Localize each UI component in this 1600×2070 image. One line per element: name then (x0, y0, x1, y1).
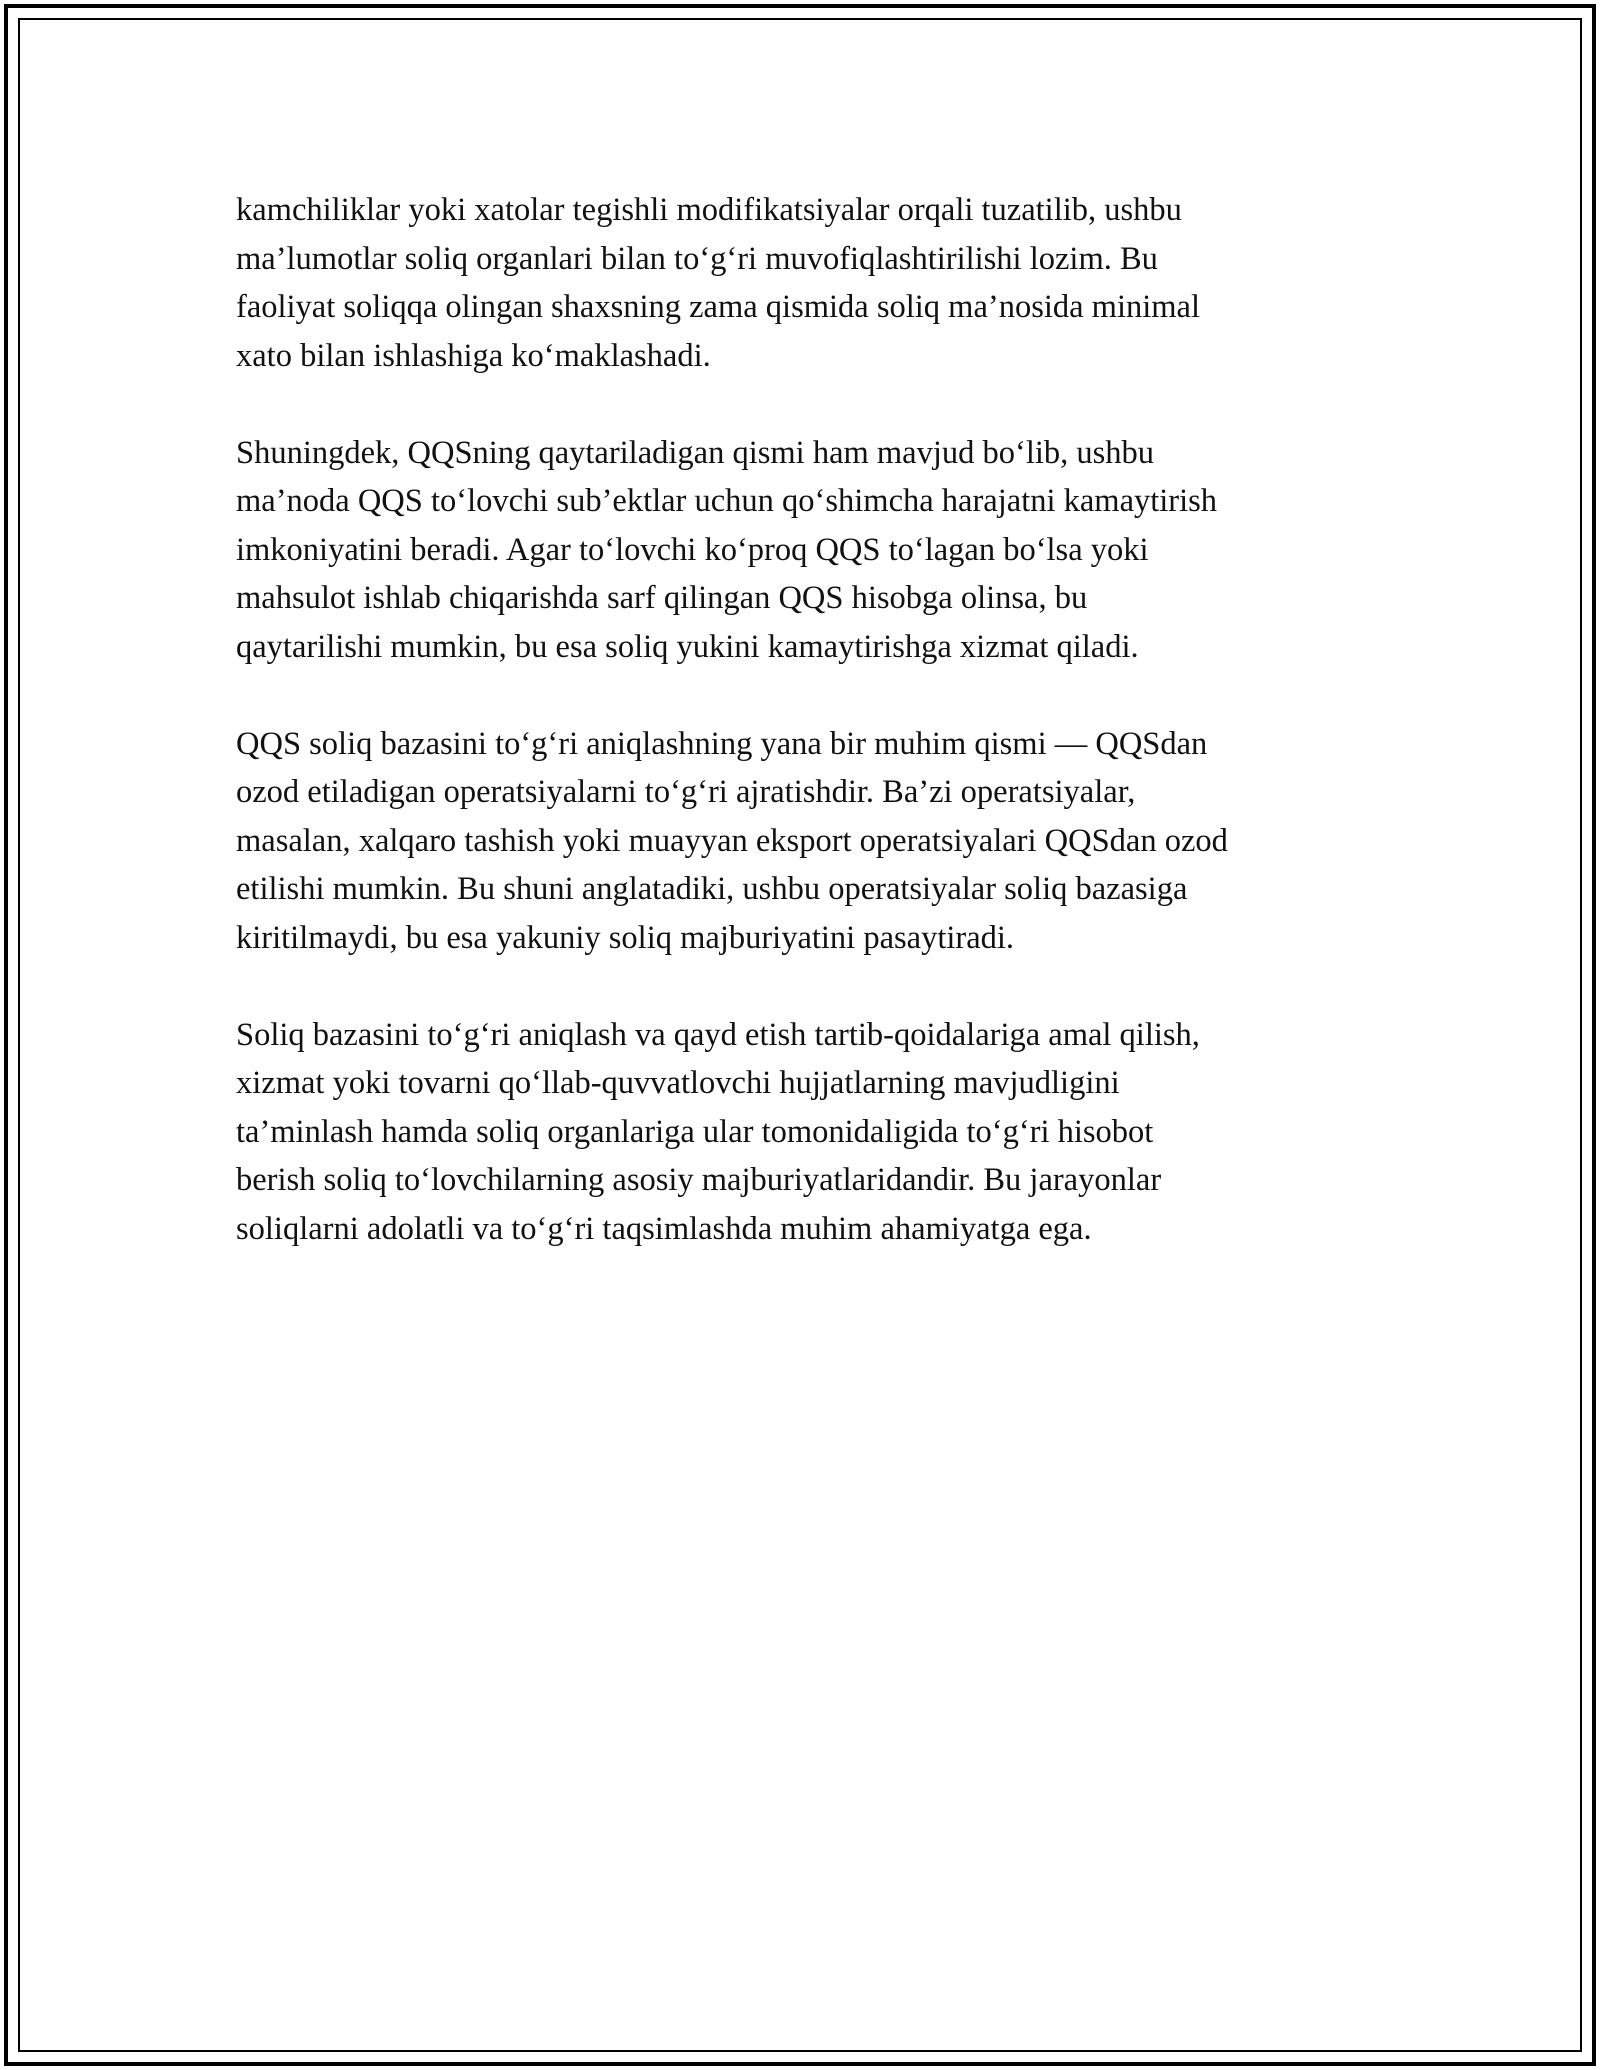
document-body (236, 186, 1364, 1302)
paragraph-3: QQS soliq bazasini to‘g‘ri aniqlashning yana bir muhim qismi — QQSdan ozod etiladigan operatsiyalarni to‘g‘ri ajratishdir. Ba’zi operatsiyalar, masalan, xalqaro tashish yoki muayyan eksport operatsiyalari QQSdan ozod etilishi mumkin. Bu shuni anglatadiki, ushbu operatsiyalar soliq bazasiga kiritilmaydi, bu esa yakuniy soliq majburiyatini pasaytiradi. (236, 725, 1228, 956)
paragraph-2: Shuningdek, QQSning qaytariladigan qismi ham mavjud bo‘lib, ushbu ma’noda QQS to‘lovchi sub’ektlar uchun qo‘shimcha harajatni kamaytirish imkoniyatini beradi. Agar to‘lovchi ko‘proq QQS to‘lagan bo‘lsa yoki mahsulot ishlab chiqarishda sarf qilingan QQS hisobga olinsa, bu qaytarilishi mumkin, bu esa soliq yukini kamaytirishga xizmat qiladi. (236, 434, 1218, 665)
paragraph-4: Soliq bazasini to‘g‘ri aniqlash va qayd etish tartib-qoidalariga amal qilish, xizmat yoki tovarni qo‘llab-quvvatlovchi hujjatlarning mavjudligini ta’minlash hamda soliq organlariga ular tomonidaligida to‘g‘ri hisobot berish soliq to‘lovchilarning asosiy majburiyatlaridandir. Bu jarayonlar soliqlarni adolatli va to‘g‘ri taqsimlashda muhim ahamiyatga ega. (236, 1016, 1200, 1247)
paragraph-1: kamchiliklar yoki xatolar tegishli modifikatsiyalar orqali tuzatilib, ushbu ma’lumotlar soliq organlari bilan to‘g‘ri muvofiqlashtirilishi lozim. Bu faoliyat soliqqa olingan shaxsning zama qismida soliq ma’nosida minimal xato bilan ishlashiga ko‘maklashadi. (236, 192, 1201, 374)
